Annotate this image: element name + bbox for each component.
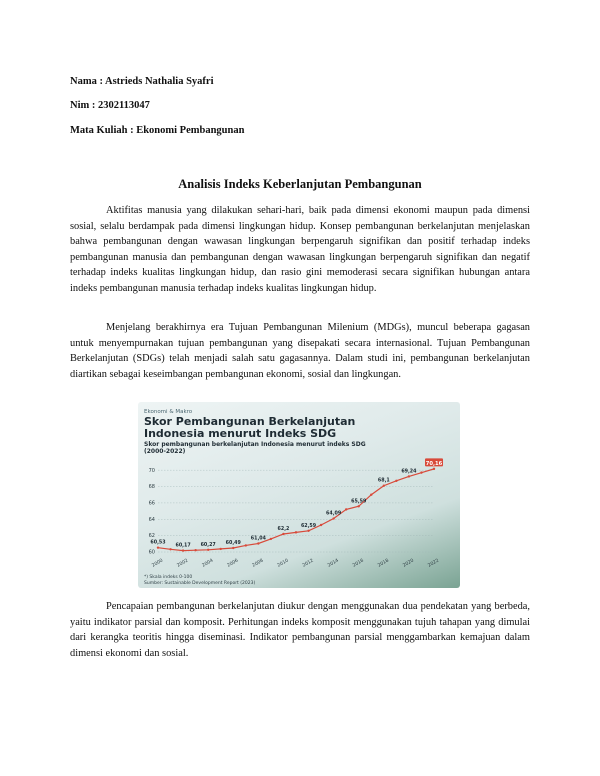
data-point: [332, 517, 334, 519]
data-point: [345, 508, 347, 510]
data-point: [220, 548, 222, 550]
data-label: 65,59: [351, 499, 367, 505]
chart-title: Skor pembangunan berkelanjutan Indonesia menurut indeks SDG: [144, 441, 366, 448]
x-tick-label: 2016: [352, 558, 365, 569]
chart-subtitle: (2000-2022): [144, 448, 186, 455]
data-label: 60,17: [175, 543, 191, 549]
data-label: 61,04: [250, 536, 266, 542]
data-point: [270, 538, 272, 540]
data-label: 70,16: [425, 460, 443, 467]
data-label: 62,2: [277, 527, 290, 532]
y-tick-label: 70: [148, 467, 155, 474]
data-point: [307, 530, 309, 532]
x-tick-label: 2004: [201, 558, 215, 569]
x-tick-label: 2010: [276, 558, 290, 569]
x-tick-label: 2022: [427, 558, 441, 569]
figure-footnote-scale: *) Skala indeks 0-100: [144, 575, 193, 580]
data-point: [257, 542, 259, 544]
student-name: Nama : Astrieds Nathalia Syafri: [70, 76, 214, 87]
sdg-line-chart: [138, 402, 460, 588]
data-label: 60,27: [200, 542, 216, 548]
x-tick-label: 2002: [176, 558, 190, 569]
x-tick-label: 2020: [402, 558, 415, 569]
data-point: [182, 549, 184, 551]
data-point: [194, 549, 196, 551]
x-tick-label: 2018: [377, 558, 390, 569]
data-point: [395, 480, 397, 482]
figure-category: Ekonomi & Makro: [144, 409, 193, 415]
data-label: 60,53: [150, 540, 166, 546]
paragraph-3: Pencapaian pembangunan berkelanjutan diukur dengan menggunakan dua pendekatan yang berbeda, yaitu indikator parsial dan komposit. Perhitungan indeks komposit menggunakan tujuh tahapan yang dimulai dari kerangka teoritis hingga diseminasi. Indikator pembangunan parsial menggambarkan kemajuan dalam dimensi ekonomi dan sosial.: [70, 601, 530, 659]
data-point: [245, 544, 247, 546]
data-point: [295, 531, 297, 533]
figure-title-line2: Indonesia menurut Indeks SDG: [144, 427, 337, 440]
x-tick-label: 2008: [251, 558, 265, 569]
data-point: [320, 524, 322, 526]
x-tick-label: 2014: [327, 558, 340, 569]
sdg-chart-figure: [138, 402, 460, 588]
data-point: [282, 533, 284, 535]
y-tick-label: 62: [148, 533, 155, 540]
y-tick-label: 66: [148, 500, 155, 507]
x-tick-label: 2012: [301, 558, 315, 569]
data-label: 69,24: [401, 469, 417, 475]
data-point: [157, 546, 159, 548]
data-point: [408, 475, 410, 477]
data-label: 64,09: [326, 511, 342, 517]
data-point: [207, 549, 209, 551]
data-point: [433, 468, 435, 470]
data-point: [232, 547, 234, 549]
data-point: [370, 494, 372, 496]
paragraph-1: Aktifitas manusia yang dilakukan sehari-hari, baik pada dimensi ekonomi maupun pada dimensi sosial, selalu berdampak pada dimensi lingkungan hidup. Konsep pembangunan berkelanjutan menjelaskan bahwa pembangunan dengan wawasan lingkungan berpengaruh signifikan dan positif terhadap indeks pembangunan manusia dan pembangunan dengan wawasan lingkungan berpengaruh signifikan dan negatif terhadap indeks kualitas lingkungan hidup, dan rasio gini memoderasi secara signifikan hubungan antara indeks pembangunan manusia terhadap indeks kualitas lingkungan hidup.: [70, 205, 530, 294]
data-point: [420, 471, 422, 473]
figure-footnote-source: Sumber: Sustainable Development Report (2023): [144, 581, 256, 586]
data-label: 60,49: [225, 540, 241, 546]
data-point: [169, 548, 171, 550]
x-tick-label: 2006: [226, 558, 240, 569]
data-point: [358, 505, 360, 507]
page-title: Analisis Indeks Keberlanjutan Pembangunan: [178, 177, 422, 191]
data-label: 62,59: [300, 523, 317, 529]
y-tick-label: 60: [148, 549, 155, 556]
x-tick-label: 2000: [151, 558, 165, 569]
figure-title-line1: Skor Pembangunan Berkelanjutan: [144, 415, 356, 428]
y-tick-label: 68: [148, 484, 155, 491]
y-tick-label: 64: [148, 516, 155, 523]
series-line: [158, 469, 434, 551]
data-label: 68,1: [377, 478, 390, 484]
course-name: Mata Kuliah : Ekonomi Pembangunan: [70, 125, 245, 136]
student-nim: Nim : 2302113047: [70, 100, 150, 111]
data-point: [383, 485, 385, 487]
paragraph-2: Menjelang berakhirnya era Tujuan Pembangunan Milenium (MDGs), muncul beberapa gagasan untuk menyempurnakan tujuan pembangunan yang disepakati secara internasional. Tujuan Pembangunan Berkelanjutan (SDGs) telah menjadi salah satu gagasannya. Dalam studi ini, pembangunan berkelanjutan diartikan sebagai keseimbangan pembangunan ekonomi, sosial dan lingkungan.: [70, 322, 530, 380]
